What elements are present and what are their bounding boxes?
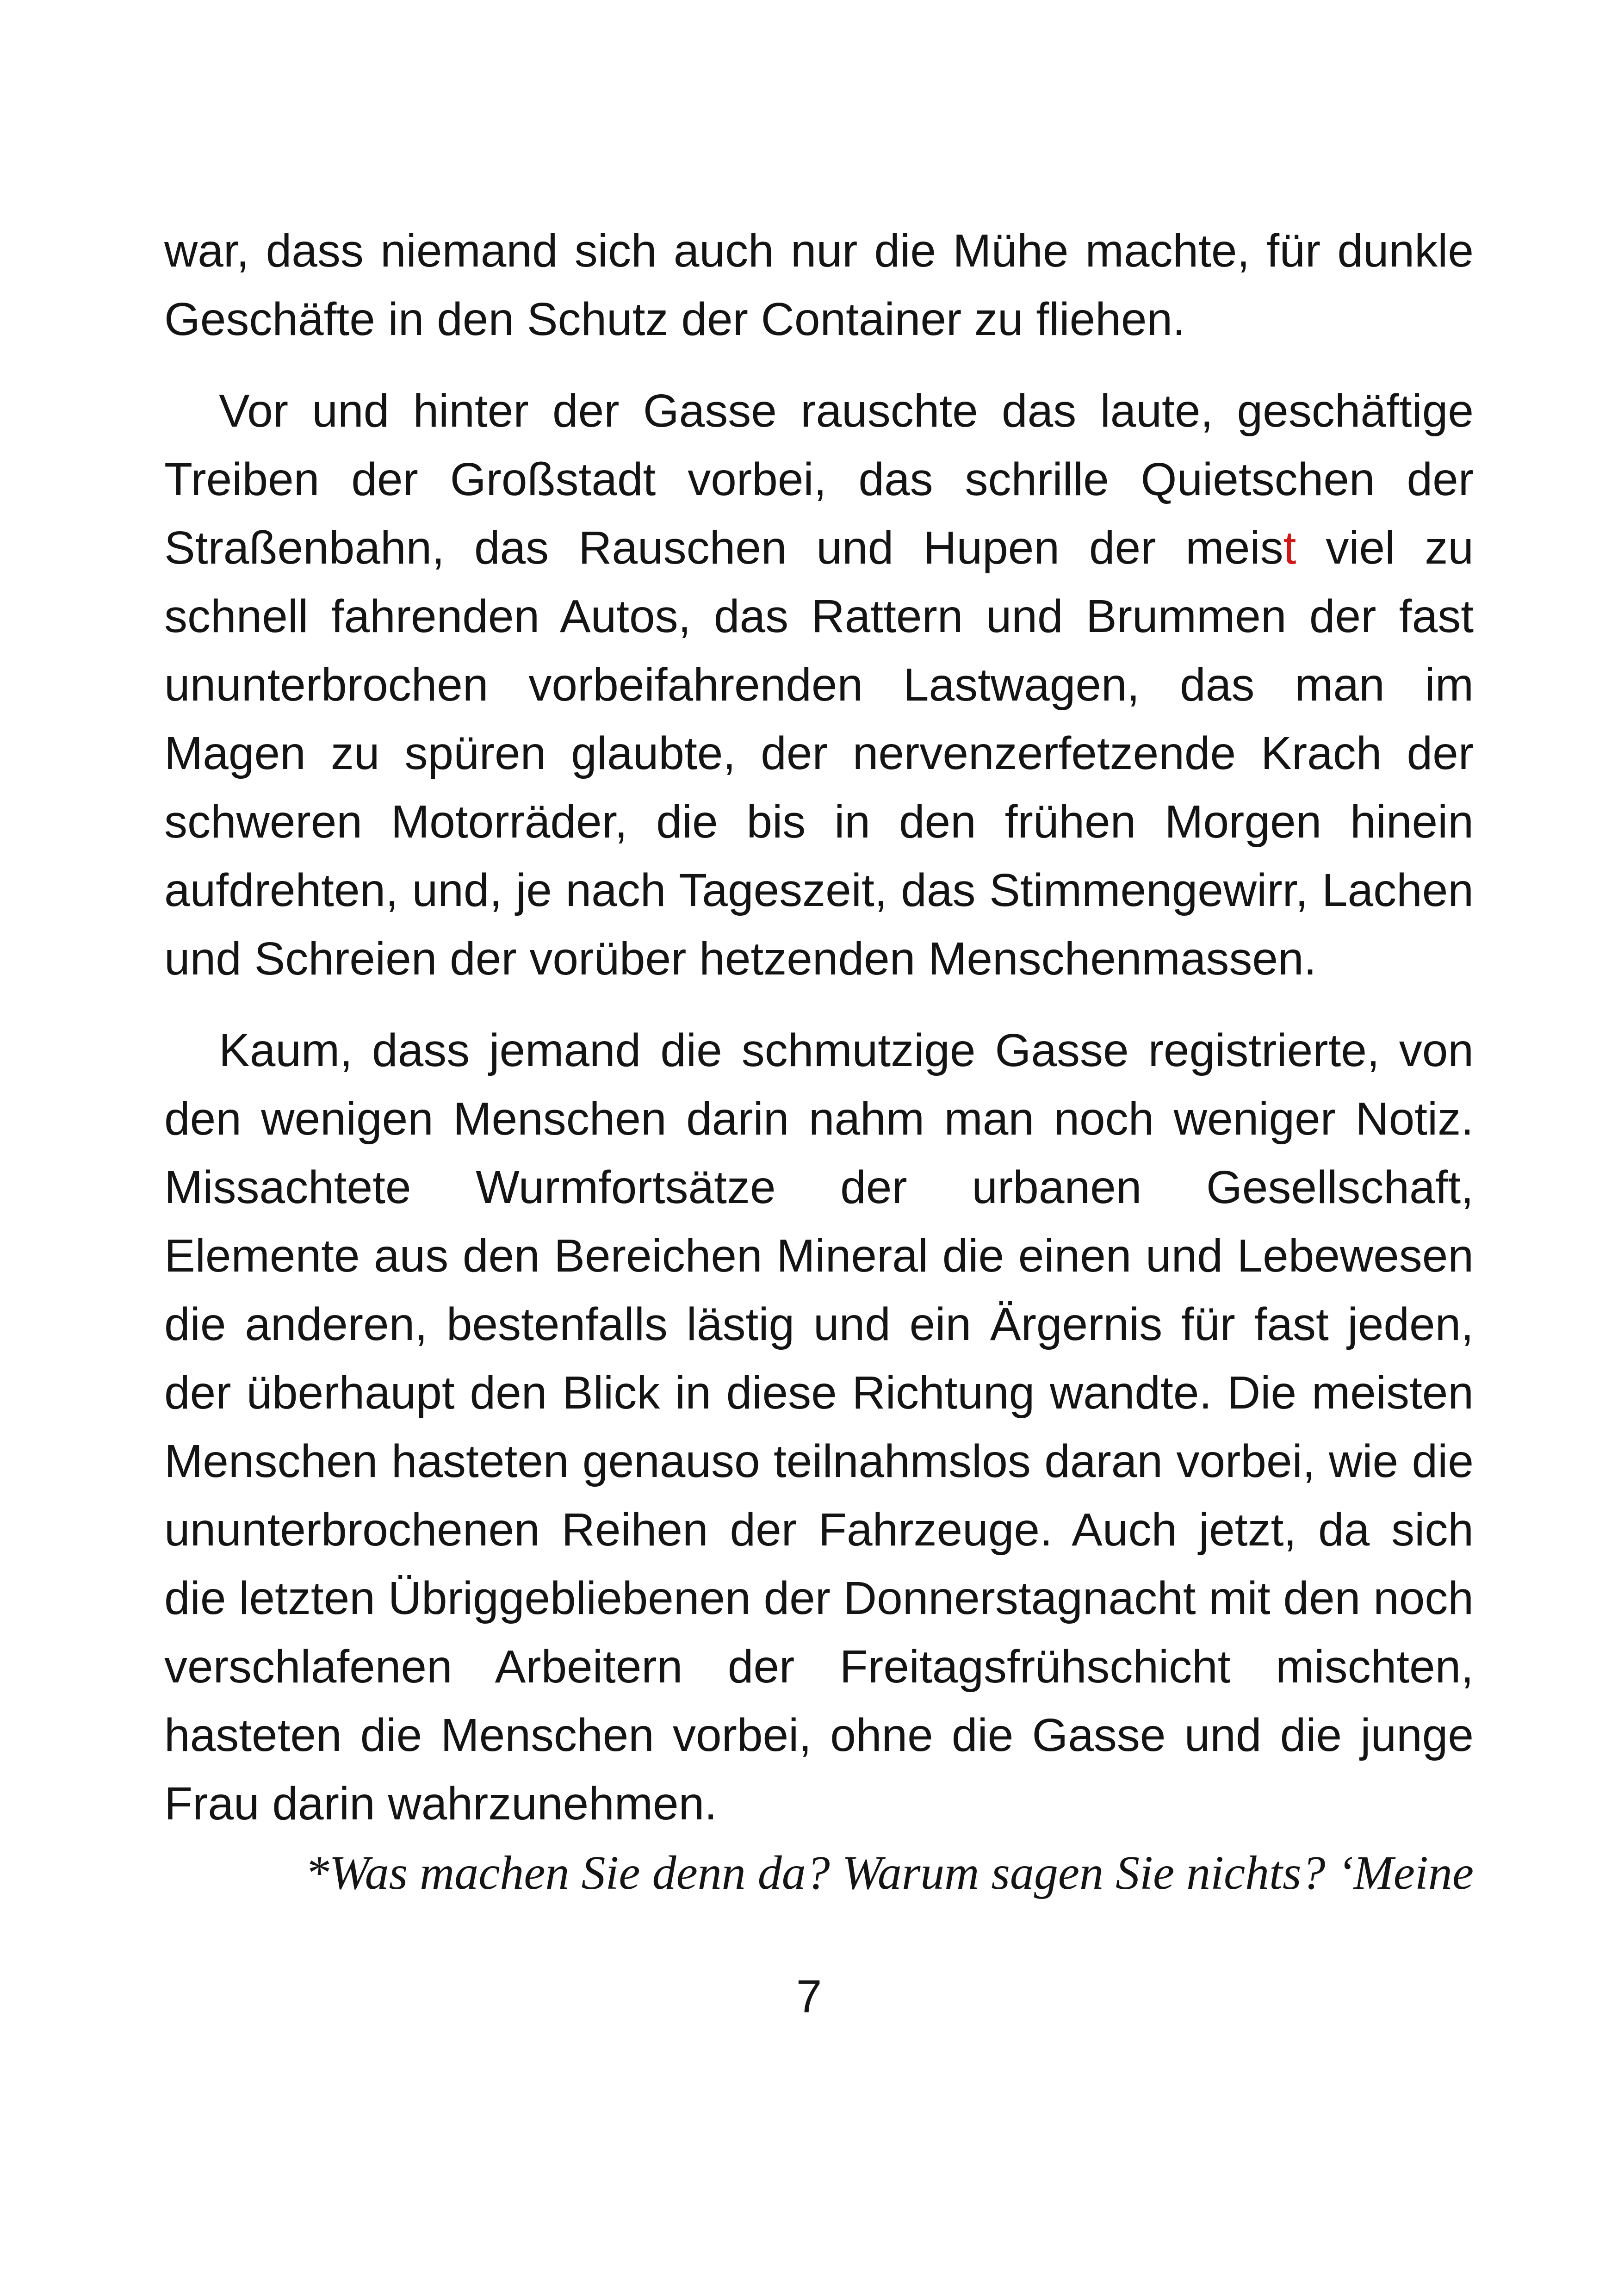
paragraph-continuation: war, dass niemand sich auch nur die Mühe machte, für dunkle Geschäfte in den Schutz der Container zu fliehen. (164, 225, 1474, 345)
body-text (164, 217, 1474, 1907)
paragraph-text-part: Vor und hinter der Gasse rauschte das laute, geschäftige Treiben der Großstadt vorbei, das schrille Quietschen der Straßenbahn, das Rauschen und Hupen der meis (164, 385, 1474, 574)
paragraph-text-part: viel zu schnell fahrenden Autos, das Rattern und Brummen der fast ununterbrochen vorbeifahrenden Lastwagen, das man im Magen zu spüren glaubte, der nervenzerfetzende Krach der schweren Motorräder, die bis in den frühen Morgen hinein aufdrehten, und, je nach Tageszeit, das Stimmengewirr, Lachen und Schreien der vorüber hetzenden Menschenmassen. (164, 522, 1474, 985)
paragraph-italic-quote: *Was machen Sie denn da? Warum sagen Sie nichts? ‘Meine (305, 1846, 1474, 1899)
page-number: 7 (796, 1971, 822, 2023)
paragraph-alley: Kaum, dass jemand die schmutzige Gasse registrierte, von den wenigen Menschen darin nahm man noch weniger Notiz. Missachtete Wurmfortsätze der urbanen Gesellschaft, Elemente aus den Bereichen Mineral die einen und Lebewesen die anderen, bestenfalls lästig und ein Ärgernis für fast jeden, der überhaupt den Blick in diese Richtung wandte. Die meisten Menschen hasteten genauso teilnahmslos daran vorbei, wie die ununterbrochenen Reihen der Fahrzeuge. Auch jetzt, da sich die letzten Übriggebliebenen der Donnerstagnacht mit den noch verschlafenen Arbeitern der Freitagsfrühschicht mischten, hasteten die Menschen vorbei, ohne die Gasse und die junge Frau darin wahrzunehmen. (164, 1024, 1474, 1830)
paragraph-city-noise (164, 377, 1474, 993)
highlighted-letter: t (1283, 522, 1296, 574)
